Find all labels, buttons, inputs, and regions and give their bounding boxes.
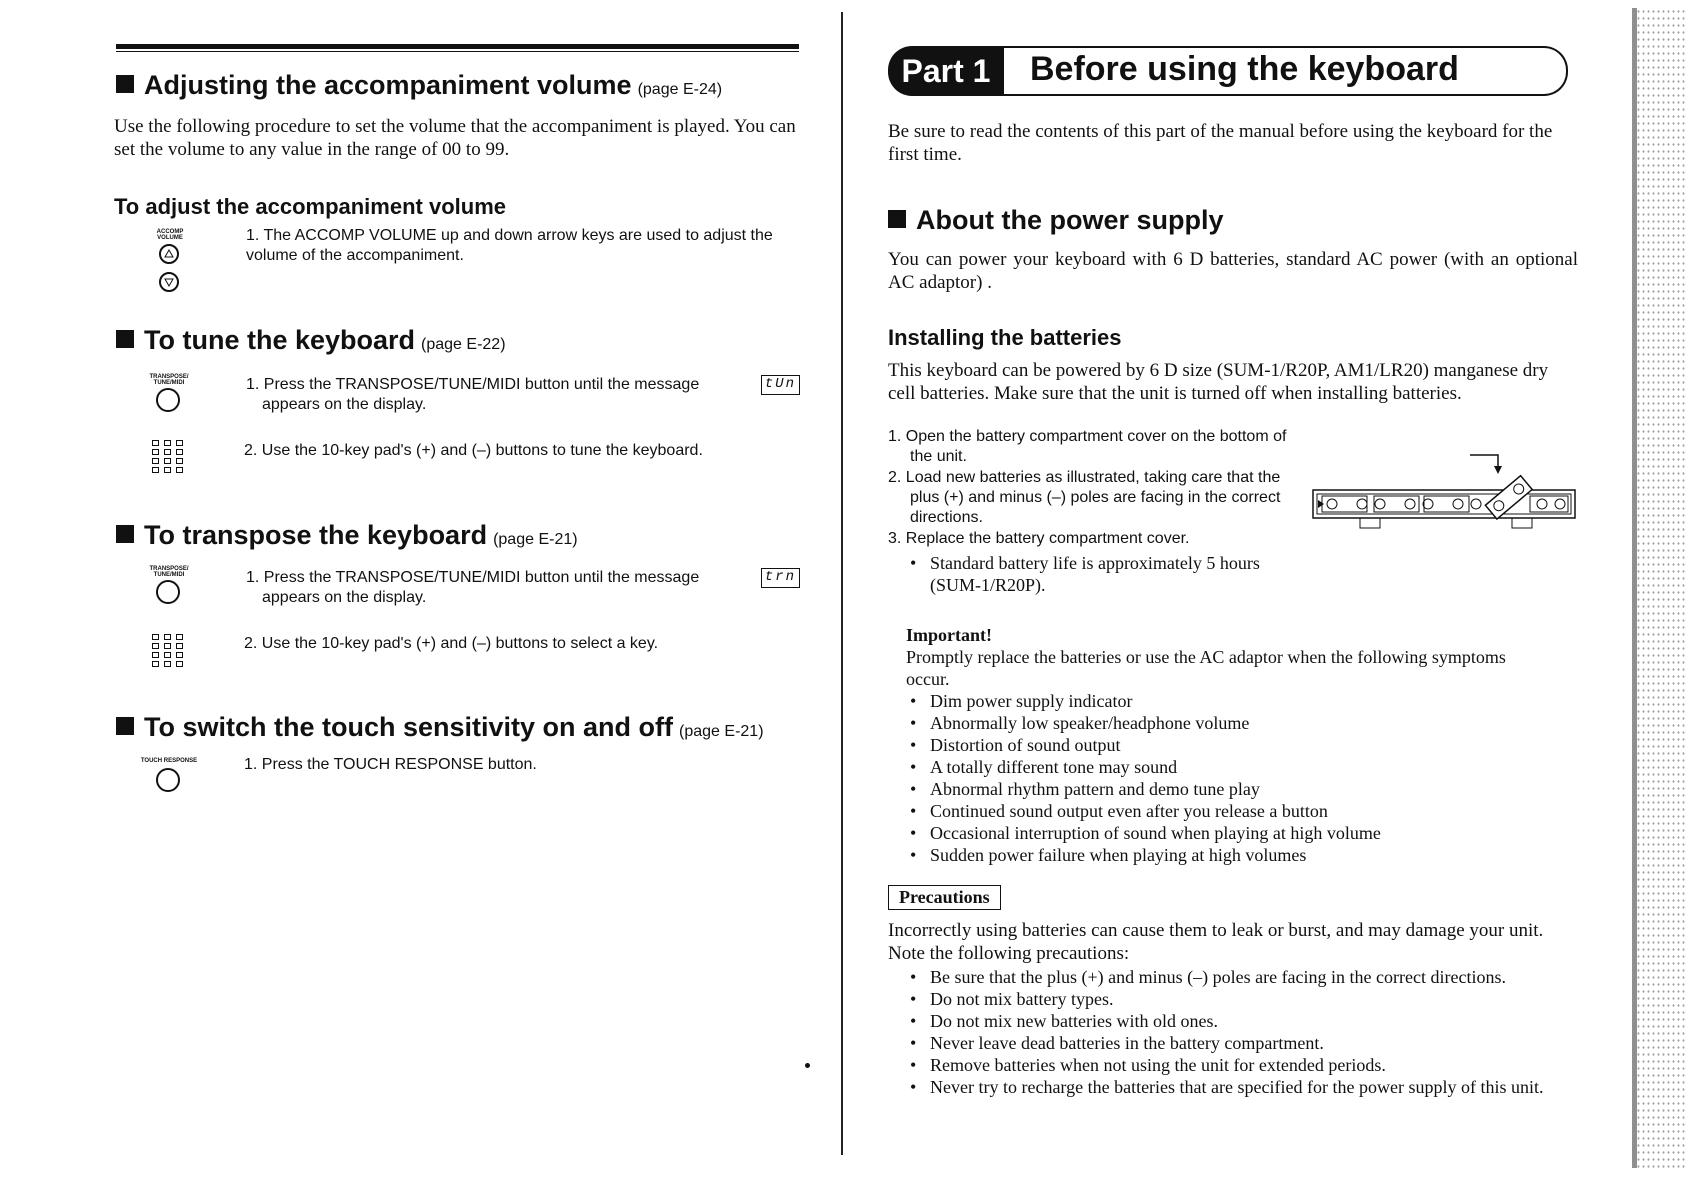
battery-compartment-illustration bbox=[1310, 450, 1580, 535]
stray-dot bbox=[805, 1063, 810, 1068]
precautions-text: Incorrectly using batteries can cause them to leak or burst, and may damage your unit. Note the following precautions: bbox=[888, 920, 1544, 964]
part-title: Before using the keyboard bbox=[1030, 50, 1459, 88]
list-item: • A totally different tone may sound bbox=[906, 756, 1546, 778]
battery-life-bullet bbox=[906, 552, 1306, 596]
list-item: • Never try to recharge the batteries that are specified for the power supply of this unit. bbox=[906, 1076, 1556, 1098]
list-item: • Do not mix new batteries with old ones. bbox=[906, 1010, 1556, 1032]
lcd-display-tun: tUn bbox=[761, 375, 800, 395]
symptom-list bbox=[906, 690, 1546, 866]
important-title: Important! bbox=[906, 625, 992, 645]
square-bullet-icon bbox=[116, 330, 134, 348]
down-arrow-icon bbox=[161, 274, 177, 290]
transpose-button-icon bbox=[156, 388, 180, 412]
touch-response-button-icon bbox=[156, 768, 180, 792]
top-rule bbox=[116, 44, 799, 49]
list-item: • Dim power supply indicator bbox=[906, 690, 1546, 712]
section-heading-touch: To switch the touch sensitivity on and off (page E-21) bbox=[116, 712, 764, 743]
list-item: • Remove batteries when not using the unit for extended periods. bbox=[906, 1054, 1556, 1076]
tune-step-1 bbox=[246, 375, 800, 415]
install-steps bbox=[888, 427, 1300, 549]
list-item: • Abnormally low speaker/headphone volume bbox=[906, 712, 1546, 734]
volume-up-button-icon bbox=[159, 244, 179, 264]
list-item: • Continued sound output even after you release a button bbox=[906, 800, 1546, 822]
square-bullet-icon bbox=[116, 525, 134, 543]
battery-life-text: • Standard battery life is approximately 5 hours (SUM-1/R20P). bbox=[906, 552, 1306, 596]
transpose-step-1 bbox=[246, 568, 800, 608]
precautions-block bbox=[906, 966, 1556, 1098]
accomp-volume-intro: Use the following procedure to set the volume that the accompaniment is played. You can set the volume to any value in the range of 00 to 99. bbox=[114, 116, 796, 160]
transpose-tune-midi-label: TRANSPOSE/ TUNE/MIDI bbox=[149, 374, 189, 386]
volume-down-button-icon bbox=[159, 272, 179, 292]
square-bullet-icon bbox=[888, 210, 906, 228]
transpose-step-1-row: 1. Press the TRANSPOSE/TUNE/MIDI button until the message trn bbox=[246, 568, 800, 588]
list-item: • Never leave dead batteries in the battery compartment. bbox=[906, 1032, 1556, 1054]
lcd-display-trn: trn bbox=[761, 568, 800, 588]
ten-key-pad-icon bbox=[152, 634, 184, 667]
tune-step-2: 2. Use the 10-key pad's (+) and (–) buttons to tune the keyboard. bbox=[244, 442, 703, 459]
square-bullet-icon bbox=[116, 717, 134, 735]
tune-step-1-end: appears on the display. bbox=[262, 396, 427, 413]
subheading-adjust-accomp: To adjust the accompaniment volume bbox=[114, 194, 506, 219]
page-divider bbox=[841, 12, 843, 1155]
transpose-button-icon bbox=[156, 580, 180, 604]
section-heading-tune: To tune the keyboard (page E-22) bbox=[116, 325, 506, 356]
subheading-install-batteries: Installing the batteries bbox=[888, 325, 1122, 350]
accomp-volume-label: ACCOMP VOLUME bbox=[156, 229, 184, 241]
part-badge: Part 1 bbox=[888, 46, 1004, 96]
precautions-list bbox=[906, 966, 1556, 1098]
power-text: You can power your keyboard with 6 D batteries, standard AC power (with an optional AC adaptor) . bbox=[888, 249, 1578, 293]
important-block bbox=[906, 624, 1546, 866]
tune-step-1-row: 1. Press the TRANSPOSE/TUNE/MIDI button until the message tUn bbox=[246, 375, 800, 395]
part-intro: Be sure to read the contents of this part of the manual before using the keyboard for the first time. bbox=[888, 121, 1553, 165]
install-step-2: 2. Load new batteries as illustrated, taking care that the plus (+) and minus (–) poles are facing in the correct directions. bbox=[888, 469, 1281, 526]
install-text: This keyboard can be powered by 6 D size (SUM-1/R20P, AM1/LR20) manganese dry cell batteries. Make sure that the unit is turned off when installing batteries. bbox=[888, 360, 1549, 404]
top-rule-thin bbox=[116, 51, 799, 52]
install-step-1: 1. Open the battery compartment cover on the bottom of the unit. bbox=[888, 428, 1287, 465]
section-heading-transpose: To transpose the keyboard (page E-21) bbox=[116, 520, 578, 551]
touch-step-1: 1. Press the TOUCH RESPONSE button. bbox=[244, 756, 537, 773]
list-item: • Sudden power failure when playing at high volumes bbox=[906, 844, 1546, 866]
list-item: • Distortion of sound output bbox=[906, 734, 1546, 756]
touch-response-label: TOUCH RESPONSE bbox=[140, 758, 198, 764]
list-item: • Do not mix battery types. bbox=[906, 988, 1556, 1010]
list-item: • Abnormal rhythm pattern and demo tune play bbox=[906, 778, 1546, 800]
scan-noise bbox=[1636, 8, 1686, 1168]
precautions-label: Precautions bbox=[888, 885, 1001, 910]
transpose-step-2: 2. Use the 10-key pad's (+) and (–) buttons to select a key. bbox=[244, 635, 659, 652]
transpose-tune-midi-label: TRANSPOSE/ TUNE/MIDI bbox=[149, 566, 189, 578]
transpose-step-1-end: appears on the display. bbox=[262, 589, 427, 606]
install-step-3: 3. Replace the battery compartment cover. bbox=[888, 530, 1190, 547]
up-arrow-icon bbox=[161, 246, 177, 262]
ten-key-pad-icon bbox=[152, 440, 184, 473]
important-text: Promptly replace the batteries or use the AC adaptor when the following symptoms occur. bbox=[906, 647, 1506, 689]
section-heading-accomp-volume: Adjusting the accompaniment volume (page E-24) bbox=[116, 70, 722, 101]
square-bullet-icon bbox=[116, 75, 134, 93]
list-item: • Occasional interruption of sound when playing at high volume bbox=[906, 822, 1546, 844]
section-heading-power: About the power supply bbox=[888, 205, 1224, 236]
list-item: • Be sure that the plus (+) and minus (–) poles are facing in the correct directions. bbox=[906, 966, 1556, 988]
accomp-step-1: 1. The ACCOMP VOLUME up and down arrow keys are used to adjust the volume of the accompaniment. bbox=[246, 227, 773, 264]
